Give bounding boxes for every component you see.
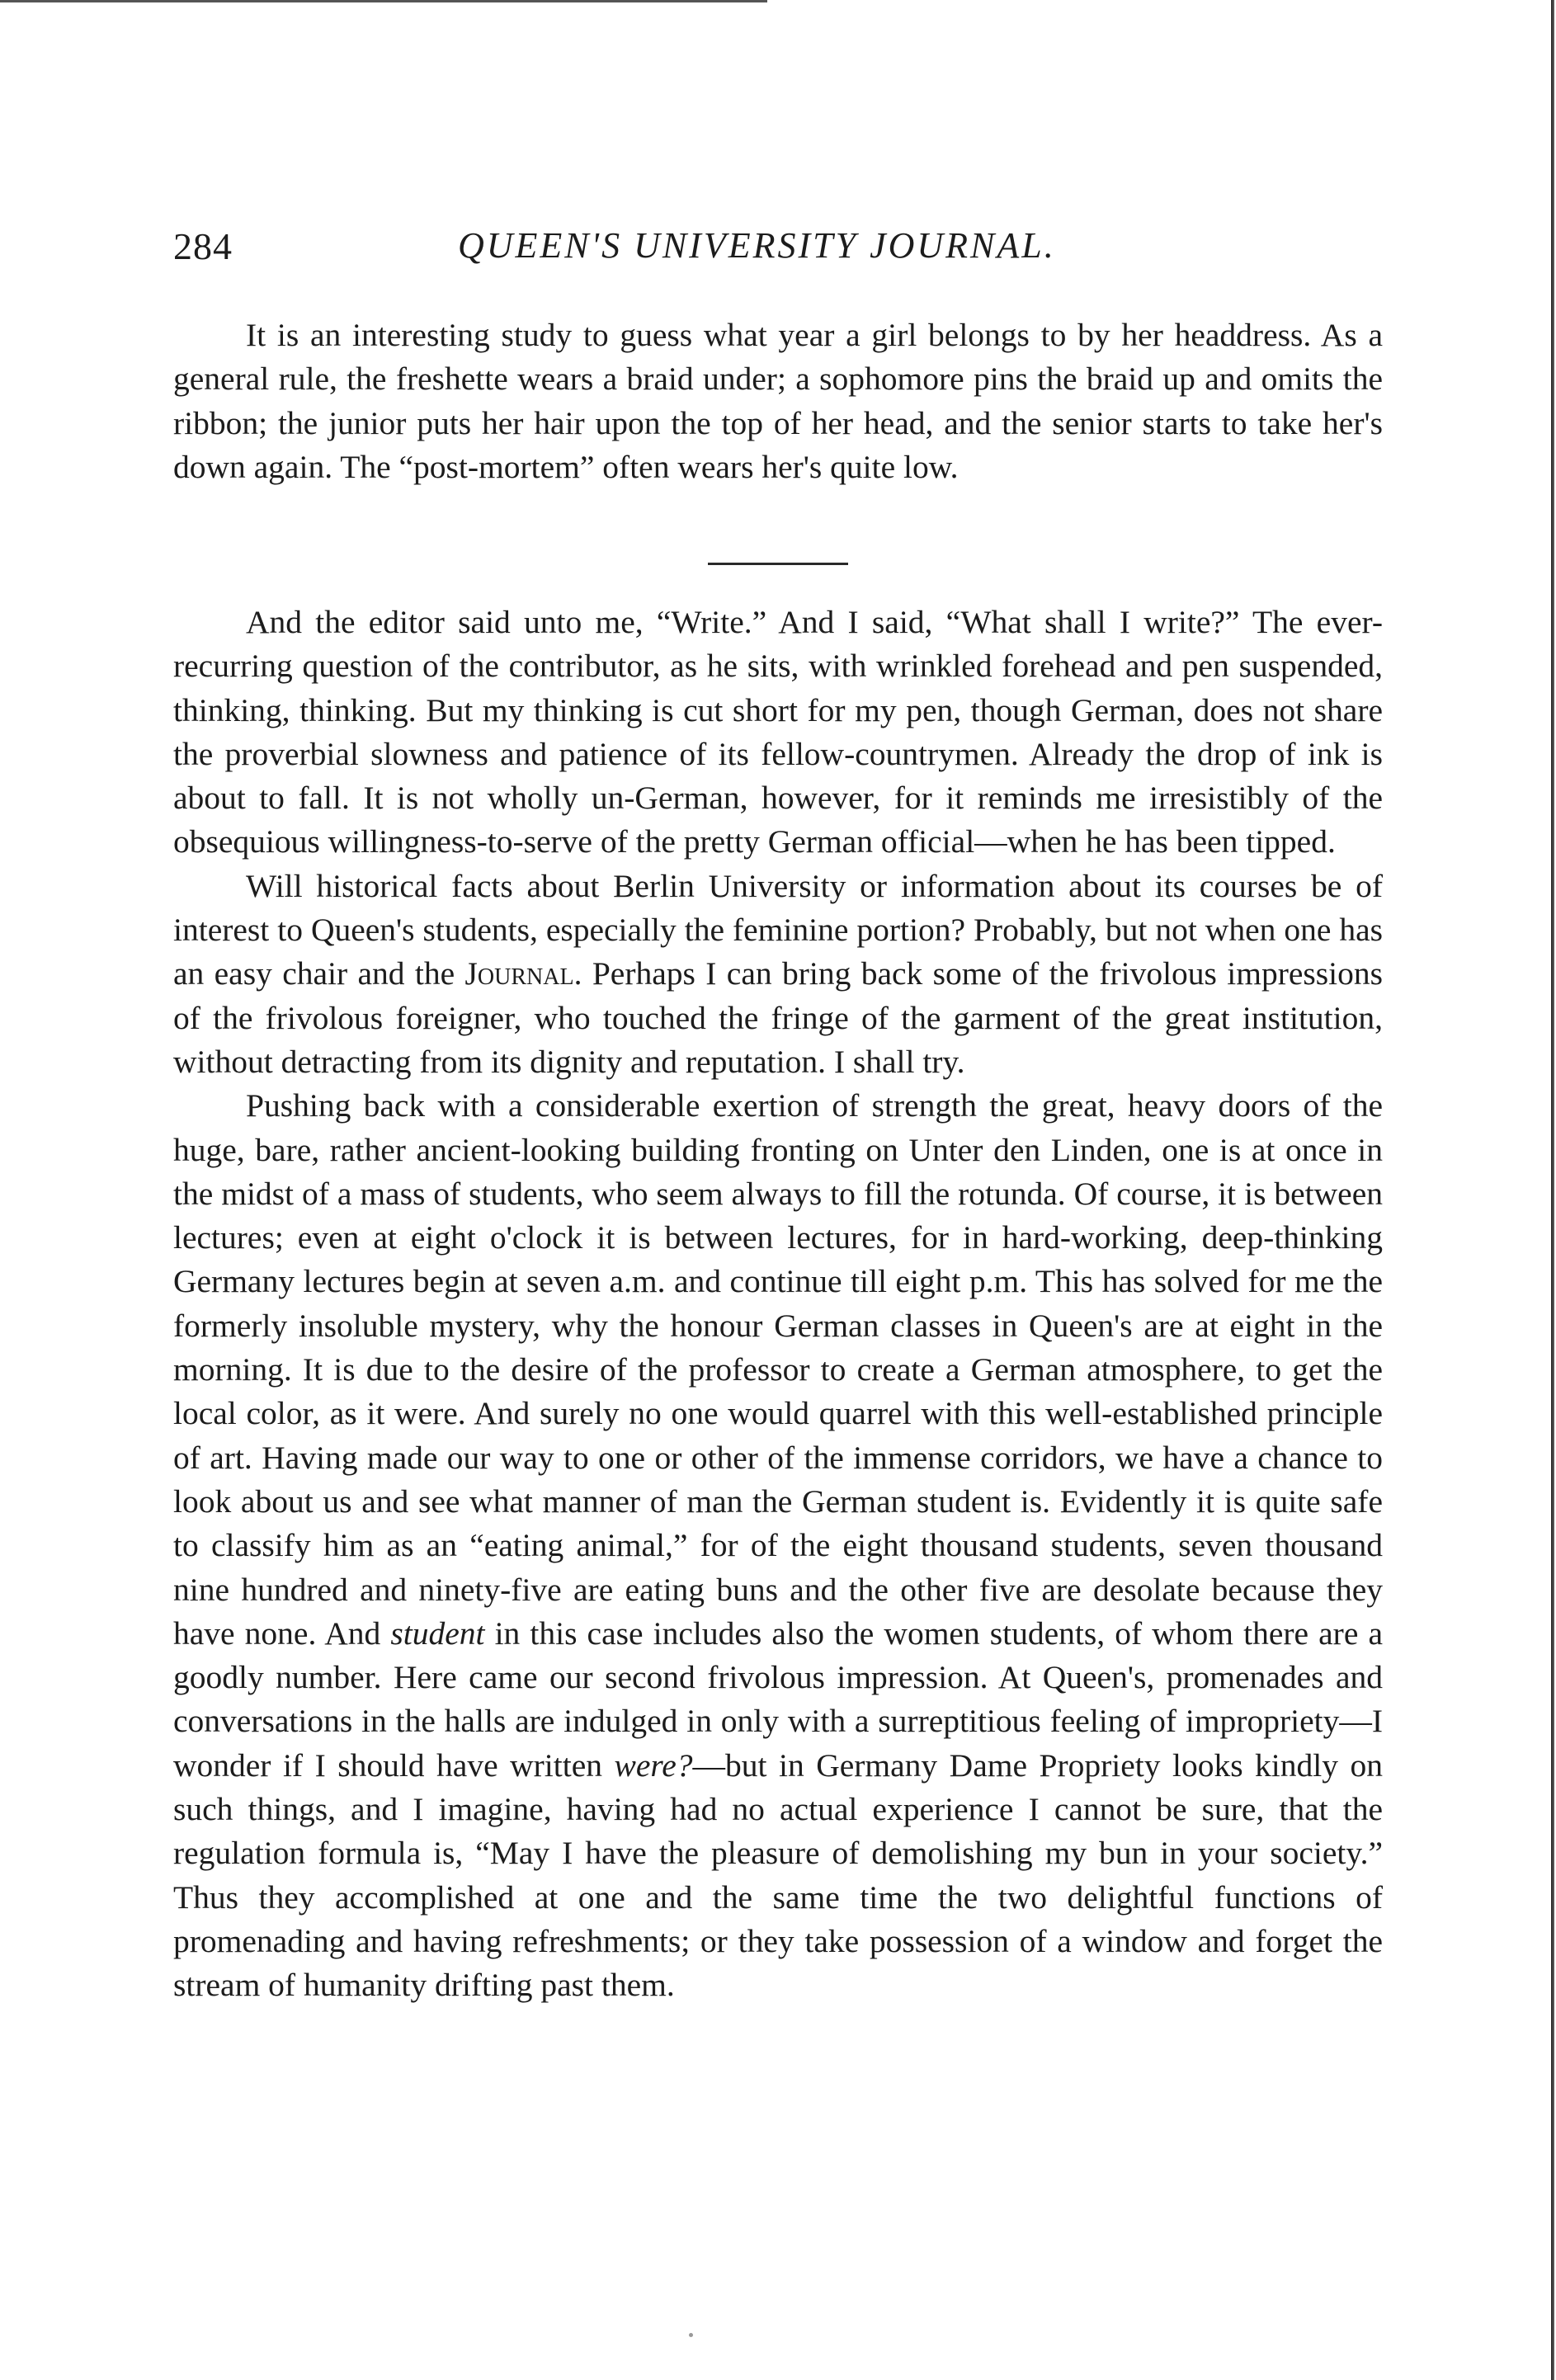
paragraph-text: in this case includes also the women students, of whom there are a goodly number. Here came our second frivolous impression. At Queen's, promenades and conversations in the halls are indulged in only with a surreptitious feeling of impropriety—I wonder if I should have written: [173, 1614, 1383, 1784]
article-section-one: [173, 313, 1383, 489]
paragraph-text: —but in Germany Dame Propriety looks kindly on such things, and I imagine, having had no actual experience I cannot be sure, that the regulation formula is, “May I have the pleasure of demolishing my bun in your society.” Thus they accomplished at one and the same time the two delightful functions of promenading and having refreshments; or they take possession of a window and forget the stream of humanity drifting past them.: [173, 1746, 1383, 2004]
running-title: QUEEN'S UNIVERSITY JOURNAL.: [458, 225, 1056, 266]
top-edge-rule: [0, 0, 767, 2]
journal-name: Journal.: [464, 955, 582, 992]
paragraph-text: Pushing back with a considerable exertion of strength the great, heavy doors of the huge, bare, rather ancient-looking building fronting on Unter den Linden, one is at once in the midst of a mass of students, who seem always to fill the rotunda. Of course, it is between lectures; even at eight o'clock it is between lectures, for in hard-working, deep-thinking Germany lectures begin at seven a.m. and continue till eight p.m. This has solved for me the formerly insoluble mystery, why the honour German classes in Queen's are at eight in the morning. It is due to the desire of the professor to create a German atmosphere, to get the local color, as it were. And surely no one would quarrel with this well-established principle of art. Having made our way to one or other of the immense corridors, we have a chance to look about us and see what manner of man the German student is. Evidently it is quite safe to classify him as an “eating animal,” for of the eight thousand students, seven thousand nine hundred and ninety-five are eating buns and the other five are desolate because they have none. And: [173, 1087, 1383, 1652]
section-separator-rule: [708, 563, 848, 565]
paragraph-german-students: [173, 1084, 1383, 2007]
paragraph-text: Will historical facts about Berlin University or information about its courses be of interest to Queen's students, especially the feminine portion? Probably, but not when one has an easy chair and the: [173, 867, 1383, 992]
italic-word: student: [390, 1614, 485, 1652]
page-number: 284: [173, 225, 233, 267]
page-binding-edge: [1551, 0, 1554, 2380]
article-section-two: [173, 601, 1383, 2008]
italic-word: were?: [614, 1746, 693, 1784]
paragraph-berlin-university: [173, 865, 1383, 1084]
page-header: [173, 224, 1386, 282]
paragraph-headdress: It is an interesting study to guess what year a girl belongs to by her headdress. As a general rule, the freshette wears a braid under; a sophomore pins the braid up and omits the ribbon; the junior puts her hair upon the top of her head, and the senior starts to take her's down again. The “post-mortem” often wears her's quite low.: [173, 317, 1383, 485]
paragraph-editor: And the editor said unto me, “Write.” And I said, “What shall I write?” The ever-recurring question of the contributor, as he sits, with wrinkled forehead and pen suspended, thinking, thinking. But my thinking is cut short for my pen, though German, does not share the proverbial slowness and patience of its fellow-countrymen. Already the drop of ink is about to fall. It is not wholly un-German, however, for it reminds me irresistibly of the obsequious willingness-to-serve of the pretty German official—when he has been tipped.: [173, 604, 1383, 860]
printer-mark: [689, 2333, 693, 2337]
paragraph-text: Perhaps I can bring back some of the frivolous impressions of the frivolous foreigner, who touched the fringe of the garment of the great institution, without detracting from its dignity and reputation. I shall try.: [173, 955, 1384, 1080]
